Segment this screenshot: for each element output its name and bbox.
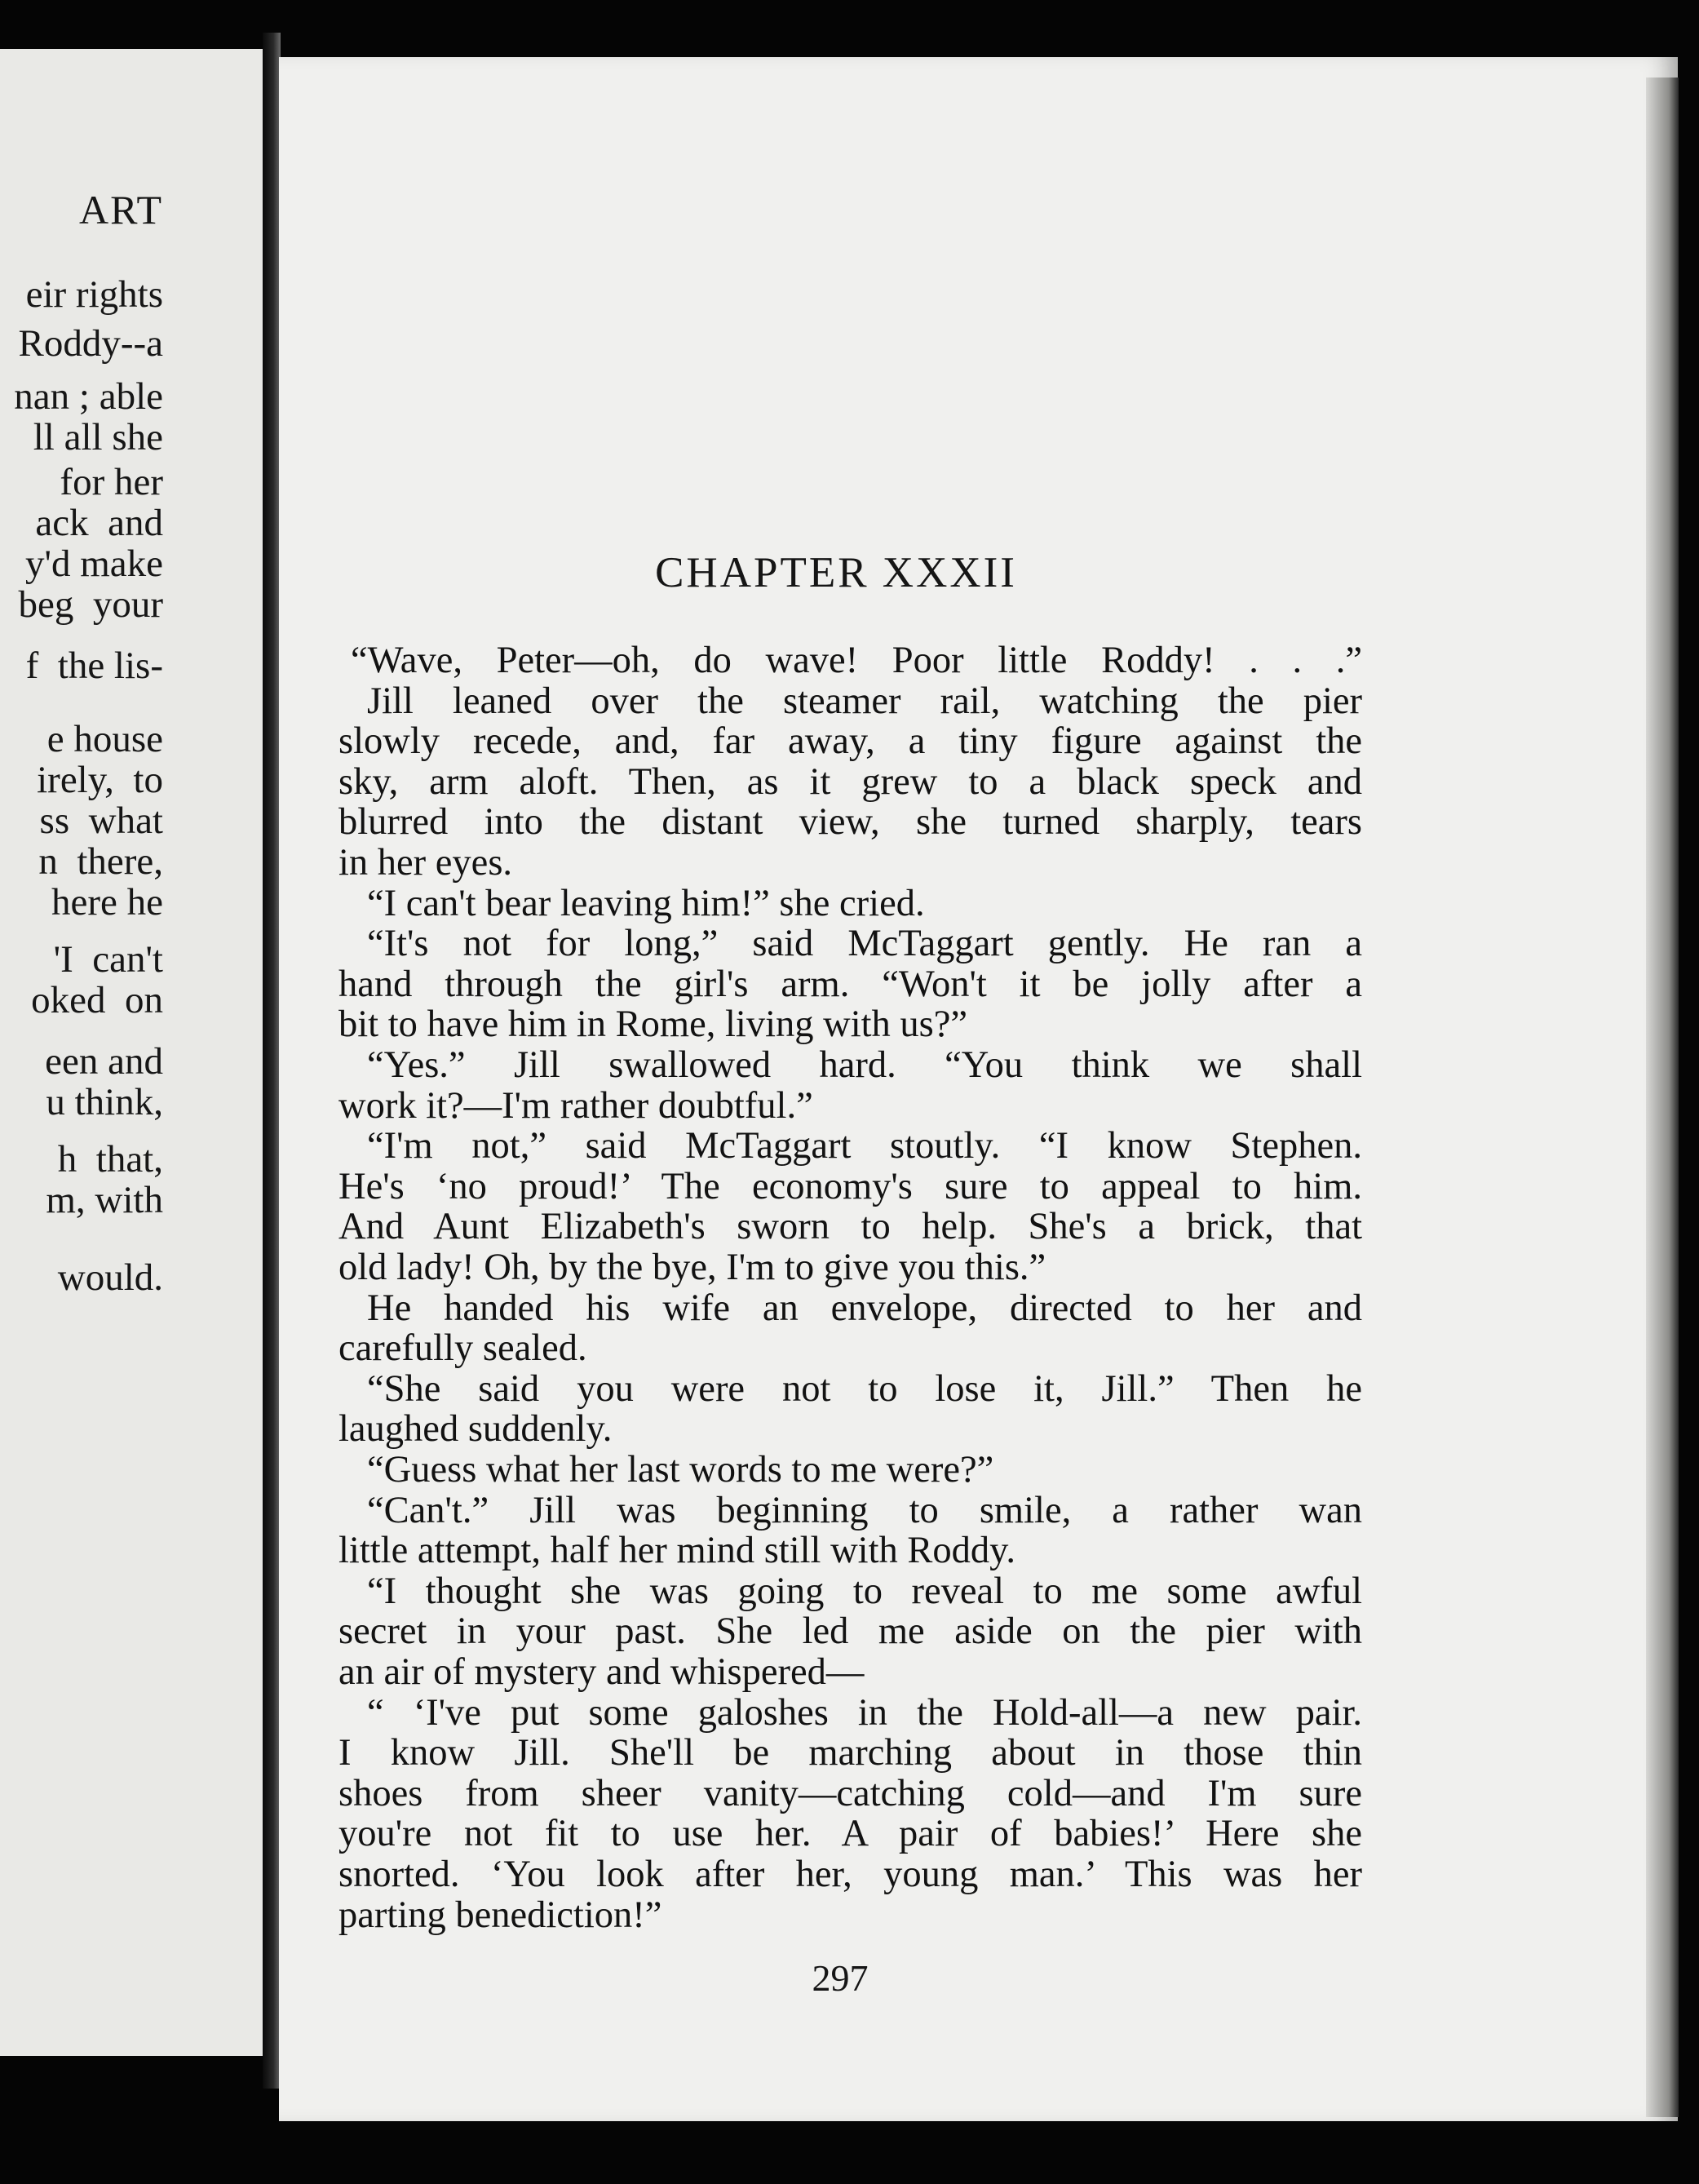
left-text-line: y'd make bbox=[25, 543, 163, 585]
text-line: “Guess what her last words to me were?” bbox=[367, 1449, 994, 1491]
text-line: bit to have him in Rome, living with us?” bbox=[338, 1003, 968, 1045]
left-text-line: Roddy--a bbox=[18, 322, 163, 365]
text-line: hand through the girl's arm. “Won't it be jolly after a bbox=[338, 964, 1362, 1005]
left-text-line: f the lis- bbox=[25, 645, 163, 687]
text-line: carefully sealed. bbox=[338, 1327, 587, 1369]
left-page bbox=[0, 49, 263, 2056]
left-text-line: u think, bbox=[46, 1081, 163, 1123]
left-text-line: m, with bbox=[46, 1179, 163, 1221]
text-line: old lady! Oh, by the bye, I'm to give you this.” bbox=[338, 1247, 1046, 1288]
text-line: laughed suddenly. bbox=[338, 1408, 613, 1450]
text-line: an air of mystery and whispered— bbox=[338, 1651, 865, 1693]
text-line: little attempt, half her mind still with Roddy. bbox=[338, 1530, 1016, 1571]
left-text-line: beg your bbox=[18, 583, 163, 626]
left-text-line: eir rights bbox=[25, 273, 163, 316]
left-text-line: e house bbox=[46, 718, 163, 760]
left-text-line: oked on bbox=[31, 979, 163, 1021]
text-line: “She said you were not to lose it, Jill.” Then he bbox=[367, 1368, 1362, 1410]
text-line: you're not fit to use her. A pair of babies!’ Here she bbox=[338, 1813, 1362, 1854]
text-line: parting benediction!” bbox=[338, 1894, 662, 1936]
left-text-line: here he bbox=[51, 881, 163, 924]
left-text-line: ack and bbox=[35, 502, 163, 544]
left-text-line: n there, bbox=[38, 840, 163, 883]
left-text-line: h that, bbox=[57, 1138, 163, 1181]
text-line: slowly recede, and, far away, a tiny figure against the bbox=[338, 720, 1362, 762]
text-line: “Wave, Peter—oh, do wave! Poor little Roddy! . . .” bbox=[351, 640, 1362, 681]
text-line: shoes from sheer vanity—catching cold—and I'm sure bbox=[338, 1773, 1362, 1814]
text-line: in her eyes. bbox=[338, 842, 513, 884]
left-text-line: ll all she bbox=[33, 416, 163, 459]
chapter-title: CHAPTER XXXII bbox=[655, 549, 1017, 596]
left-text-line: 'I can't bbox=[53, 938, 163, 981]
left-text-line: ss what bbox=[39, 800, 163, 842]
text-line: blurred into the distant view, she turned sharply, tears bbox=[338, 801, 1362, 843]
text-line: “It's not for long,” said McTaggart gently. He ran a bbox=[367, 923, 1362, 964]
page-edge bbox=[1646, 78, 1679, 2117]
left-text-line: nan ; able bbox=[14, 375, 163, 418]
text-line: secret in your past. She led me aside on the pier with bbox=[338, 1610, 1362, 1652]
text-line: And Aunt Elizabeth's sworn to help. She's a brick, that bbox=[338, 1206, 1362, 1247]
text-line: “Yes.” Jill swallowed hard. “You think we shall bbox=[367, 1044, 1362, 1086]
text-line: I know Jill. She'll be marching about in those thin bbox=[338, 1732, 1362, 1774]
text-line: Jill leaned over the steamer rail, watching the pier bbox=[367, 680, 1362, 722]
text-line: sky, arm aloft. Then, as it grew to a black speck and bbox=[338, 761, 1362, 803]
left-text-line: would. bbox=[57, 1256, 163, 1299]
page-number: 297 bbox=[812, 1957, 869, 1999]
left-running-header: ART bbox=[79, 187, 163, 233]
text-line: “I can't bear leaving him!” she cried. bbox=[367, 883, 925, 924]
text-line: He handed his wife an envelope, directed to her and bbox=[367, 1287, 1362, 1329]
text-line: He's ‘no proud!’ The economy's sure to appeal to him. bbox=[338, 1166, 1362, 1207]
text-line: work it?—I'm rather doubtful.” bbox=[338, 1085, 813, 1127]
text-line: “I'm not,” said McTaggart stoutly. “I know Stephen. bbox=[367, 1125, 1362, 1167]
text-line: “Can't.” Jill was beginning to smile, a rather wan bbox=[367, 1490, 1362, 1531]
left-text-line: een and bbox=[45, 1040, 163, 1083]
text-line: “ ‘I've put some galoshes in the Hold-all—a new pair. bbox=[367, 1692, 1362, 1734]
left-text-line: irely, to bbox=[37, 759, 163, 801]
left-text-line: for her bbox=[60, 461, 163, 503]
text-line: snorted. ‘You look after her, young man.’ This was her bbox=[338, 1854, 1362, 1895]
gutter-shadow bbox=[263, 33, 281, 2089]
text-line: “I thought she was going to reveal to me some awful bbox=[367, 1570, 1362, 1612]
